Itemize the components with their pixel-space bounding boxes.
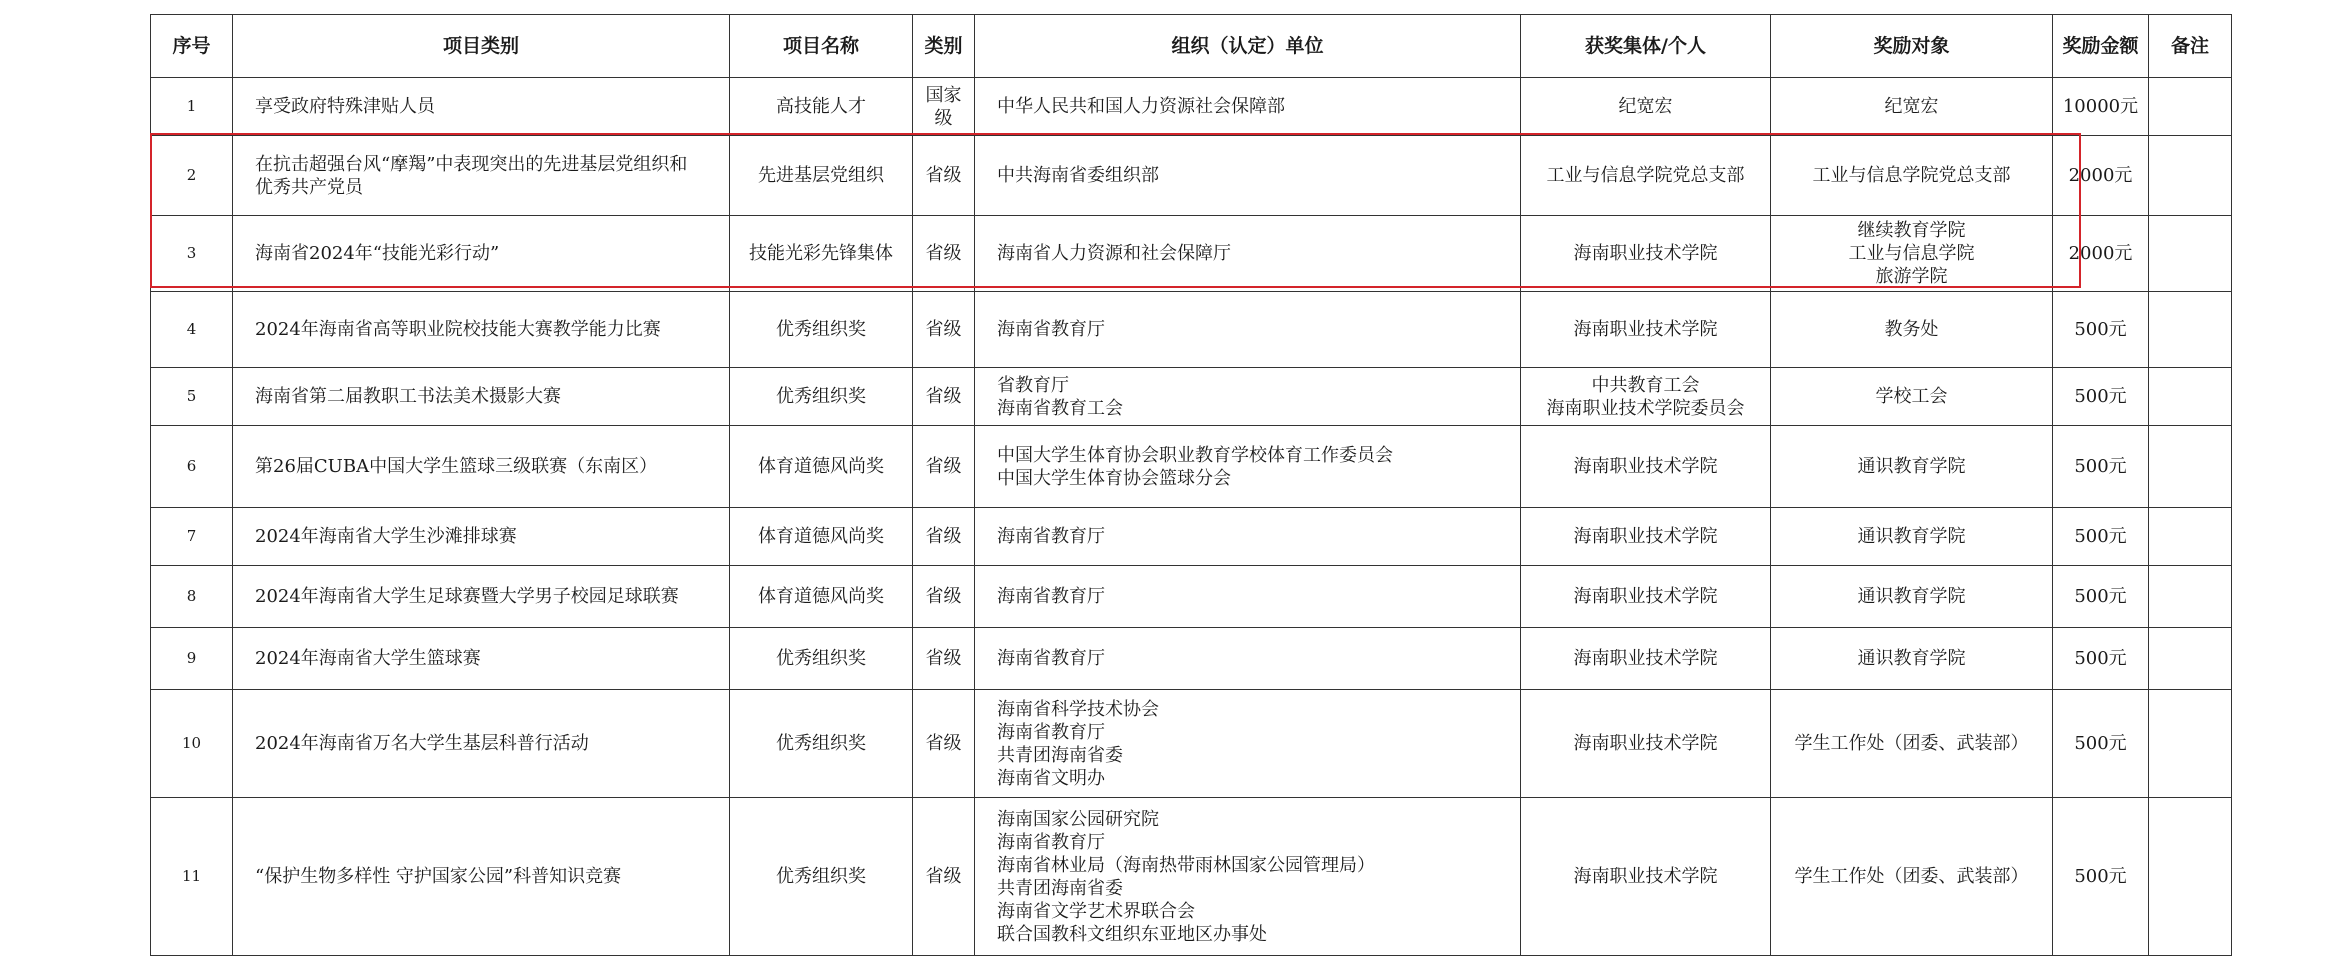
cell-remark	[2149, 216, 2232, 292]
cell-category-line: 优秀共产党员	[255, 176, 363, 198]
table-row	[151, 78, 2232, 136]
cell-amount: 500元	[2053, 426, 2149, 508]
table-row	[151, 566, 2232, 628]
cell-org-line: 海南省文明办	[997, 767, 1105, 789]
header-amount: 奖励金额	[2053, 15, 2149, 78]
cell-org	[975, 508, 1521, 566]
cell-category	[233, 566, 730, 628]
header-seq: 序号	[151, 15, 233, 78]
cell-seq: 8	[151, 566, 233, 628]
cell-category	[233, 78, 730, 136]
cell-target-line: 通识教育学院	[1857, 456, 1966, 477]
cell-remark	[2149, 566, 2232, 628]
cell-remark	[2149, 628, 2232, 690]
cell-org-line: 海南国家公园研究院	[997, 808, 1159, 830]
cell-seq: 2	[151, 136, 233, 216]
cell-winner-line: 海南职业技术学院	[1573, 243, 1718, 264]
cell-type: 省级	[913, 292, 975, 368]
cell-winner	[1521, 690, 1771, 798]
cell-amount: 2000元	[2053, 136, 2149, 216]
cell-category	[233, 628, 730, 690]
cell-org	[975, 798, 1521, 956]
cell-amount: 500元	[2053, 292, 2149, 368]
cell-org-line: 共青团海南省委	[997, 877, 1123, 899]
cell-remark	[2149, 368, 2232, 426]
cell-type: 国家级	[913, 78, 975, 136]
cell-seq: 4	[151, 292, 233, 368]
cell-type: 省级	[913, 136, 975, 216]
cell-category	[233, 216, 730, 292]
cell-winner-line: 工业与信息学院党总支部	[1546, 165, 1745, 186]
cell-target-line: 通识教育学院	[1857, 586, 1966, 607]
cell-name: 优秀组织奖	[730, 292, 913, 368]
cell-org	[975, 216, 1521, 292]
cell-category	[233, 508, 730, 566]
cell-winner-line: 纪宽宏	[1618, 96, 1673, 117]
cell-category	[233, 292, 730, 368]
table-row	[151, 690, 2232, 798]
cell-amount: 500元	[2053, 368, 2149, 426]
cell-remark	[2149, 508, 2232, 566]
cell-type: 省级	[913, 426, 975, 508]
cell-target-line: 工业与信息学院	[1848, 243, 1975, 264]
cell-target-line: 旅游学院	[1875, 266, 1948, 287]
cell-winner-line: 海南职业技术学院	[1573, 319, 1718, 340]
cell-winner	[1521, 216, 1771, 292]
cell-target	[1771, 368, 2053, 426]
cell-org-line: 海南省教育厅	[997, 721, 1105, 743]
cell-org	[975, 368, 1521, 426]
header-org: 组织（认定）单位	[975, 15, 1521, 78]
cell-winner	[1521, 508, 1771, 566]
cell-name: 高技能人才	[730, 78, 913, 136]
cell-target-line: 继续教育学院	[1857, 220, 1966, 241]
cell-org-line: 海南省教育厅	[997, 648, 1105, 669]
cell-target-line: 纪宽宏	[1884, 96, 1939, 117]
cell-target-line: 通识教育学院	[1857, 648, 1966, 669]
cell-org-line: 海南省人力资源和社会保障厅	[997, 243, 1231, 264]
header-name: 项目名称	[730, 15, 913, 78]
cell-org-line: 中华人民共和国人力资源社会保障部	[997, 96, 1285, 117]
cell-category-line: 海南省第二届教职工书法美术摄影大赛	[255, 386, 561, 407]
cell-target	[1771, 566, 2053, 628]
cell-category-line: 2024年海南省万名大学生基层科普行活动	[255, 733, 589, 754]
cell-org-line: 共青团海南省委	[997, 744, 1123, 766]
table-row	[151, 798, 2232, 956]
cell-remark	[2149, 78, 2232, 136]
cell-seq: 5	[151, 368, 233, 426]
header-row	[151, 15, 2232, 78]
table-row	[151, 426, 2232, 508]
cell-seq: 1	[151, 78, 233, 136]
cell-amount: 500元	[2053, 690, 2149, 798]
cell-target	[1771, 216, 2053, 292]
cell-org-line: 联合国教科文组织东亚地区办事处	[997, 923, 1267, 945]
cell-category-line: 享受政府特殊津贴人员	[255, 96, 435, 117]
cell-winner	[1521, 78, 1771, 136]
cell-category	[233, 426, 730, 508]
cell-winner-line: 海南职业技术学院委员会	[1546, 397, 1745, 419]
cell-org	[975, 690, 1521, 798]
cell-org-line: 海南省科学技术协会	[997, 698, 1159, 720]
cell-name: 优秀组织奖	[730, 690, 913, 798]
cell-winner-line: 海南职业技术学院	[1573, 526, 1718, 547]
cell-target-line: 学生工作处（团委、武装部）	[1794, 733, 2029, 754]
cell-remark	[2149, 136, 2232, 216]
cell-org	[975, 426, 1521, 508]
cell-target	[1771, 690, 2053, 798]
cell-org-line: 中国大学生体育协会篮球分会	[997, 467, 1231, 489]
cell-winner	[1521, 798, 1771, 956]
cell-target-line: 通识教育学院	[1857, 526, 1966, 547]
cell-winner-line: 海南职业技术学院	[1573, 866, 1718, 887]
cell-target-line: 学生工作处（团委、武装部）	[1794, 866, 2029, 887]
cell-amount: 500元	[2053, 566, 2149, 628]
cell-target	[1771, 798, 2053, 956]
cell-org-line: 海南省教育工会	[997, 397, 1123, 419]
cell-type: 省级	[913, 216, 975, 292]
cell-target	[1771, 136, 2053, 216]
cell-name: 技能光彩先锋集体	[730, 216, 913, 292]
cell-name: 优秀组织奖	[730, 798, 913, 956]
cell-type: 省级	[913, 508, 975, 566]
cell-category-line: “保护生物多样性 守护国家公园”科普知识竞赛	[255, 866, 622, 887]
cell-category-line: 海南省2024年“技能光彩行动”	[255, 243, 500, 264]
cell-amount: 2000元	[2053, 216, 2149, 292]
cell-winner-line: 海南职业技术学院	[1573, 586, 1718, 607]
cell-type: 省级	[913, 628, 975, 690]
cell-target-line: 学校工会	[1875, 386, 1948, 407]
cell-amount: 500元	[2053, 508, 2149, 566]
cell-winner	[1521, 368, 1771, 426]
cell-seq: 11	[151, 798, 233, 956]
header-category: 项目类别	[233, 15, 730, 78]
cell-category-line: 2024年海南省大学生篮球赛	[255, 648, 481, 669]
header-type: 类别	[913, 15, 975, 78]
awards-table-sheet	[150, 14, 2209, 956]
cell-name: 先进基层党组织	[730, 136, 913, 216]
cell-target	[1771, 426, 2053, 508]
cell-category	[233, 798, 730, 956]
cell-amount: 500元	[2053, 798, 2149, 956]
cell-winner	[1521, 426, 1771, 508]
cell-category-line: 2024年海南省高等职业院校技能大赛教学能力比赛	[255, 319, 661, 340]
cell-amount: 500元	[2053, 628, 2149, 690]
cell-name: 优秀组织奖	[730, 628, 913, 690]
cell-org	[975, 566, 1521, 628]
cell-category	[233, 136, 730, 216]
cell-seq: 10	[151, 690, 233, 798]
cell-org	[975, 136, 1521, 216]
cell-category-line: 第26届CUBA中国大学生篮球三级联赛（东南区）	[255, 456, 658, 477]
cell-type: 省级	[913, 690, 975, 798]
awards-table	[150, 14, 2232, 956]
cell-remark	[2149, 292, 2232, 368]
cell-org	[975, 78, 1521, 136]
table-row	[151, 508, 2232, 566]
cell-target	[1771, 78, 2053, 136]
cell-seq: 9	[151, 628, 233, 690]
cell-org-line: 中共海南省委组织部	[997, 165, 1159, 186]
header-remark: 备注	[2149, 15, 2232, 78]
cell-winner	[1521, 136, 1771, 216]
cell-name: 体育道德风尚奖	[730, 566, 913, 628]
cell-remark	[2149, 426, 2232, 508]
table-row	[151, 368, 2232, 426]
cell-category-line: 在抗击超强台风“摩羯”中表现突出的先进基层党组织和	[255, 153, 688, 175]
cell-remark	[2149, 690, 2232, 798]
header-target: 奖励对象	[1771, 15, 2053, 78]
cell-winner	[1521, 566, 1771, 628]
cell-seq: 3	[151, 216, 233, 292]
header-winner: 获奖集体/个人	[1521, 15, 1771, 78]
cell-target	[1771, 292, 2053, 368]
cell-seq: 7	[151, 508, 233, 566]
cell-name: 体育道德风尚奖	[730, 426, 913, 508]
cell-org-line: 中国大学生体育协会职业教育学校体育工作委员会	[997, 444, 1393, 466]
cell-org-line: 省教育厅	[997, 374, 1069, 396]
cell-amount: 10000元	[2053, 78, 2149, 136]
cell-winner-line: 海南职业技术学院	[1573, 456, 1718, 477]
cell-org-line: 海南省教育厅	[997, 586, 1105, 607]
cell-org-line: 海南省教育厅	[997, 831, 1105, 853]
cell-org-line: 海南省林业局（海南热带雨林国家公园管理局）	[997, 854, 1375, 876]
cell-remark	[2149, 798, 2232, 956]
table-row	[151, 136, 2232, 216]
table-body	[151, 78, 2232, 956]
cell-target-line: 教务处	[1884, 319, 1939, 340]
cell-category	[233, 368, 730, 426]
cell-winner-line: 海南职业技术学院	[1573, 733, 1718, 754]
cell-winner-line: 海南职业技术学院	[1573, 648, 1718, 669]
cell-type: 省级	[913, 368, 975, 426]
table-row	[151, 628, 2232, 690]
cell-winner	[1521, 292, 1771, 368]
cell-target	[1771, 628, 2053, 690]
cell-type: 省级	[913, 566, 975, 628]
table-row	[151, 292, 2232, 368]
cell-name: 体育道德风尚奖	[730, 508, 913, 566]
table-row	[151, 216, 2232, 292]
cell-winner-line: 中共教育工会	[1591, 374, 1700, 396]
cell-type: 省级	[913, 798, 975, 956]
cell-seq: 6	[151, 426, 233, 508]
cell-category-line: 2024年海南省大学生沙滩排球赛	[255, 526, 517, 547]
cell-name: 优秀组织奖	[730, 368, 913, 426]
cell-target	[1771, 508, 2053, 566]
cell-org	[975, 292, 1521, 368]
cell-winner	[1521, 628, 1771, 690]
cell-target-line: 工业与信息学院党总支部	[1812, 165, 2011, 186]
cell-category	[233, 690, 730, 798]
cell-org-line: 海南省教育厅	[997, 319, 1105, 340]
cell-org-line: 海南省教育厅	[997, 526, 1105, 547]
cell-org	[975, 628, 1521, 690]
cell-org-line: 海南省文学艺术界联合会	[997, 900, 1195, 922]
cell-category-line: 2024年海南省大学生足球赛暨大学男子校园足球联赛	[255, 586, 679, 607]
